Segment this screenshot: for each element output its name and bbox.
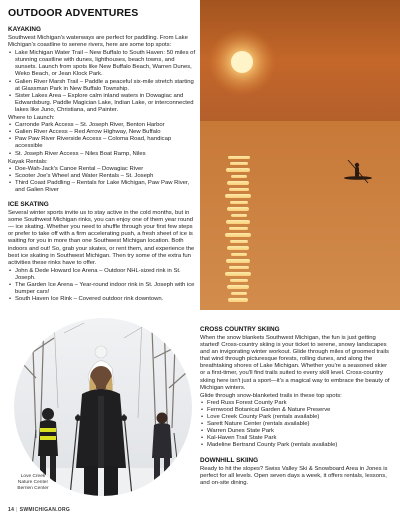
ice-skating-intro: Several winter sports invite us to stay active in the cold months, but in some Southwest Michigan rinks, you can enjoy one of them year round — ice skating. Whether you need to shuffle through your first few steps or prefer to take off with a firm accelerating push, a fresh sheet of ice is waiting for you in more than one Southwest Michigan location. Both indoors and out! So, grab your skates, or rent them, and experience the best ice skating in Southwest Michigan. Then try some of the extra fun activities these rinks have to offer. bbox=[8, 210, 195, 266]
list-item: • Scooter Joe's Wheel and Water Rentals – St. Joseph bbox=[8, 173, 198, 180]
list-item: • Sister Lakes Area – Explore calm inland waters in Dowagiac and Edwardsburg. Paddle Magician Lake, Indian Lake, or interconnected lakes like Juno, Christiana, and Painter. bbox=[8, 93, 198, 114]
list-item: • Galien River Marsh Trail – Paddle a peaceful six-mile stretch starting at Glassman Park in New Buffalo Township. bbox=[8, 79, 198, 93]
list-item: • Fred Russ Forest County Park bbox=[200, 400, 393, 407]
list-item: • Lake Michigan Water Trail – New Buffalo to South Haven: 50 miles of stunning coastline with dunes, lighthouses, beach towns, and sunsets. Launch from spots like New Buffalo Beach, Warren Dunes, Weko Beach, or Jean Klock Park. bbox=[8, 50, 198, 78]
list-item: • Fernwood Botanical Garden & Nature Preserve bbox=[200, 407, 393, 414]
list-item: • South Haven Ice Rink – Covered outdoor rink downtown. bbox=[8, 296, 198, 303]
kayaking-heading: KAYAKING bbox=[8, 26, 41, 33]
list-item: • John & Dede Howard Ice Arena – Outdoor NHL-sized rink in St. Joseph. bbox=[8, 268, 198, 282]
list-item: • Doe-Wah-Jack's Canoe Rental – Dowagiac River bbox=[8, 166, 198, 173]
page-number: 14 bbox=[8, 507, 15, 513]
list-item: • Sarett Nature Center (rentals available) bbox=[200, 421, 393, 428]
list-item: • Third Coast Paddling – Rentals for Lake Michigan, Paw Paw River, and Galien River bbox=[8, 180, 198, 194]
list-item: • Kal-Haven Trail State Park bbox=[200, 435, 393, 442]
list-item: • Love Creek County Park (rentals available) bbox=[200, 414, 393, 421]
launch-heading: Where to Launch: bbox=[8, 115, 55, 122]
downhill-heading: DOWNHILL SKIING bbox=[200, 456, 259, 464]
photo-caption: Love Creek Nature Center Berrien Center bbox=[17, 474, 49, 491]
rentals-heading: Kayak Rentals: bbox=[8, 158, 48, 165]
rentals-list bbox=[8, 166, 198, 194]
kayaking-intro: Southwest Michigan's waterways are perfect for paddling. From Lake Michigan's coastline to serene rivers, here are some top spots: bbox=[8, 35, 188, 49]
ice-rinks-list bbox=[8, 268, 198, 303]
downhill-text: Ready to hit the slopes? Swiss Valley Ski & Snowboard Area in Jones is perfect for all levels. Open seven days a week, it offers rentals, lessons, and on-site dining. bbox=[200, 465, 388, 486]
cross-country-intro: When the snow blankets Southwest Michigan, the fun is just getting started! Cross-country skiing is your ticket to serene, snowy landscapes and an invigorating winter workout. Glide through miles of groomed trails that wind through picturesque forests, rolling dunes, and along the breathtaking shores of Lake Michigan. Whether you're a seasoned skier or a first-timer, you'll find trails suited to every skill level. Cross-country skiing here isn't just a sport—it's a magical way to embrace the beauty of Michigan winters. bbox=[200, 335, 390, 391]
page-footer: 14 | SWMICHIGAN.ORG bbox=[8, 507, 71, 513]
right-column bbox=[200, 326, 393, 488]
list-item: • Carronde Park Access – St. Joseph River, Benton Harbor bbox=[8, 122, 198, 129]
kayak-sunset-photo bbox=[200, 0, 400, 310]
kayaking-spots-list bbox=[8, 50, 198, 114]
launch-spots-list bbox=[8, 122, 198, 157]
footer-site-link[interactable]: SWMICHIGAN.ORG bbox=[19, 507, 71, 513]
list-item: • The Garden Ice Arena – Year-round indoor rink in St. Joseph with ice bumper cars! bbox=[8, 282, 198, 296]
list-item: • St. Joseph River Access – Niles Boat Ramp, Niles bbox=[8, 151, 198, 158]
left-column bbox=[8, 26, 198, 304]
skiers-photo bbox=[14, 318, 192, 496]
trails-list bbox=[200, 400, 393, 450]
list-item: • Paw Paw River Riverside Access – Coloma Road, handicap accessible bbox=[8, 136, 198, 150]
cross-country-heading: CROSS COUNTRY SKIING bbox=[200, 326, 280, 333]
list-item: • Warren Dunes State Park bbox=[200, 428, 393, 435]
list-item: • Galien River Access – Red Arrow Highway, New Buffalo bbox=[8, 129, 198, 136]
ice-skating-heading: ICE SKATING bbox=[8, 201, 49, 209]
list-item: • Madeline Bertrand County Park (rentals available) bbox=[200, 442, 393, 449]
page-title: OUTDOOR ADVENTURES bbox=[8, 7, 139, 19]
trails-intro: Glide through snow-blanketed trails in these top spots: bbox=[200, 392, 342, 399]
